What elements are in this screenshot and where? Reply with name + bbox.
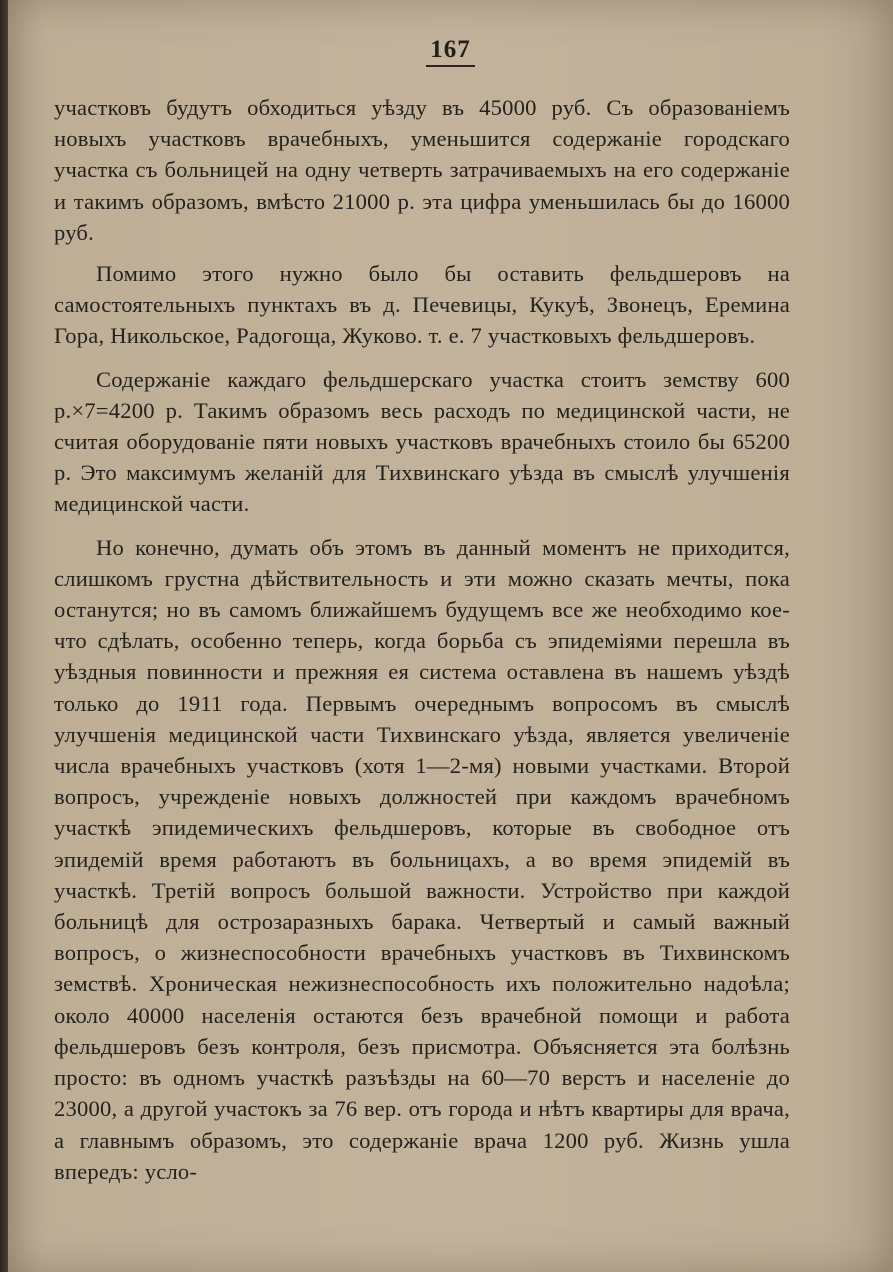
paragraph-1: участковъ будутъ обходиться уѣзду въ 45000 руб. Съ образованіемъ новыхъ участковъ врачебныхъ, уменьшится содержаніе городскаго участка съ больницей на одну четверть затрачиваемыхъ на его содержаніе и такимъ образомъ, вмѣсто 21000 р. эта цифра уменьшилась бы до 16000 руб. bbox=[54, 95, 790, 245]
paragraph-3: Содержаніе каждаго фельдшерскаго участка стоитъ земству 600 р.×7=4200 р. Такимъ образомъ весь расходъ по медицинской части, не считая оборудованіе пяти новыхъ участковъ врачебныхъ стоило бы 65200 р. Это максимумъ желаній для Тихвинскаго уѣзда въ смыслѣ улучшенія медицинской части. bbox=[54, 366, 790, 517]
paragraph-2: Помимо этого нужно было бы оставить фельдшеровъ на самостоятельныхъ пунктахъ въ д. Печевицы, Кукуѣ, Звонецъ, Еремина Гора, Никольское, Радогоща, Жуково. т. е. 7 участковыхъ фельдшеровъ. bbox=[54, 261, 790, 349]
book-spine-shadow bbox=[0, 0, 8, 1272]
book-page bbox=[8, 0, 893, 1272]
paragraph-4: Но конечно, думать объ этомъ въ данный моментъ не приходится, слишкомъ грустна дѣйствительность и эти можно сказать мечты, пока останутся; но въ самомъ ближайшемъ будущемъ все же необходимо кое-что сдѣлать, особенно теперь, когда борьба съ эпидеміями перешла въ уѣздныя повинности и прежняя ея система оставлена въ нашемъ уѣздѣ только до 1911 года. Первымъ очереднымъ вопросомъ въ смыслѣ улучшенія медицинской части Тихвинскаго уѣзда, является увеличеніе числа врачебныхъ участковъ (хотя 1—2-мя) новыми участками. Второй вопросъ, учрежденіе новыхъ должностей при каждомъ врачебномъ участкѣ эпидемическихъ фельдшеровъ, которые въ свободное отъ эпидемій время работаютъ въ больницахъ, а во время эпидемій въ участкѣ. Третій вопросъ большой важности. Устройство при каждой больницѣ для острозаразныхъ барака. Четвертый и самый важный вопросъ, о жизнеспособности врачебныхъ участковъ въ Тихвинскомъ земствѣ. Хроническая нежизнеспособность ихъ положительно надоѣла; около 40000 населенія остаются безъ врачебной помощи и работа фельдшеровъ безъ контроля, безъ присмотра. Объясняется эта болѣзнь просто: въ одномъ участкѣ разъѣзды на 60—70 верстъ и населеніе до 23000, а другой участокъ за 76 вер. отъ города и нѣтъ квартиры для врача, а главнымъ образомъ, это содержаніе врача 1200 руб. Жизнь ушла впередъ: усло- bbox=[54, 534, 790, 1184]
body-text bbox=[54, 92, 790, 1187]
page-number bbox=[8, 36, 893, 64]
page-number-text: 167 bbox=[426, 36, 475, 67]
